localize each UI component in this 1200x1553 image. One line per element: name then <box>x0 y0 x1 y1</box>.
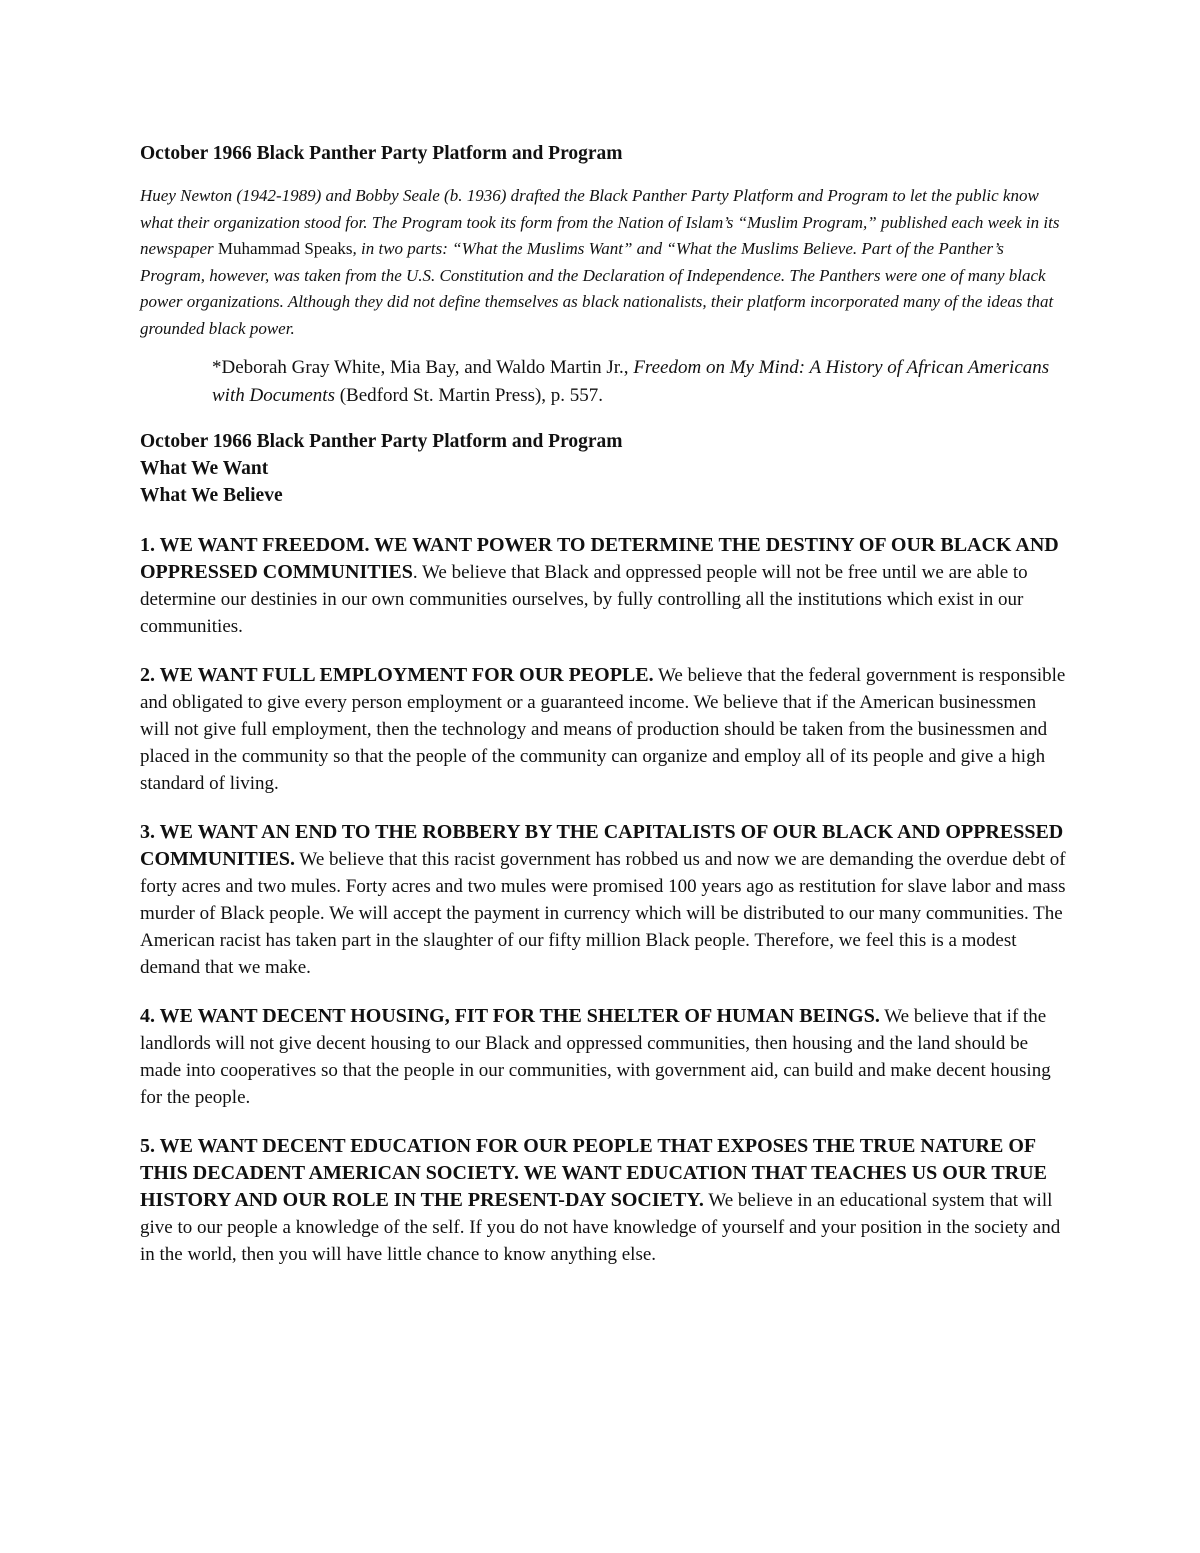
program-point-3 <box>140 819 1070 981</box>
citation-book-title: Freedom on My Mind: A History of African Americans with Documents <box>212 357 1050 406</box>
point-3-belief: We believe that this racist government has robbed us and now we are demanding the overdue debt of forty acres and two mules. Forty acres and two mules were promised 100 years ago as restitution for slave labor and mass murder of Black people. We will accept the payment in currency which will be distributed to our many communities. The American racist has taken part in the slaughter of our fifty million Black people. Therefore, we feel this is a modest demand that we make. <box>140 849 1066 978</box>
intro-paragraph <box>140 183 1070 342</box>
point-5-belief: We believe in an educational system that will give to our people a knowledge of the self. If you do not have knowledge of yourself and your position in the society and in the world, then you will have little chance to know anything else. <box>140 1190 1061 1265</box>
point-2-belief: We believe that the federal government is responsible and obligated to give every person employment or a guaranteed income. We believe that if the American businessmen will not give full employment, then the technology and means of production should be taken from the businessmen and placed in the community so that the people of the community can organize and employ all of its people and give a high standard of living. <box>140 665 1066 794</box>
program-point-1 <box>140 532 1070 640</box>
citation-authors: *Deborah Gray White, Mia Bay, and Waldo Martin Jr., <box>212 357 634 378</box>
program-heading <box>140 428 1070 509</box>
point-1-belief: . We believe that Black and oppressed people will not be free until we are able to determine our destinies in our own communities ourselves, by fully controlling all the institutions which exist in our communities. <box>140 562 1028 637</box>
newspaper-name: Muhammad Speaks <box>217 239 353 258</box>
program-heading-believe: What We Believe <box>140 485 283 506</box>
intro-text-part1: Huey Newton (1942-1989) and Bobby Seale (b. 1936) drafted the Black Panther Party Platform and Program to let the public know what their organization stood for. The Program took its form from the Nation of Islam’s “Muslim Program,” published each week in its newspaper <box>140 186 1060 258</box>
program-point-4 <box>140 1003 1070 1111</box>
point-4-belief: We believe that if the landlords will not give decent housing to our Black and oppressed communities, then housing and the land should be made into cooperatives so that the people in our communities, with government aid, can build and make decent housing for the people. <box>140 1006 1051 1108</box>
point-5-demand: 5. WE WANT DECENT EDUCATION FOR OUR PEOPLE THAT EXPOSES THE TRUE NATURE OF THIS DECADENT AMERICAN SOCIETY. WE WANT EDUCATION THAT TEACHES US OUR TRUE HISTORY AND OUR ROLE IN THE PRESENT-DAY SOCIETY. <box>140 1135 1047 1211</box>
program-heading-want: What We Want <box>140 458 269 479</box>
program-point-2 <box>140 662 1070 797</box>
document-page <box>140 139 1070 1268</box>
point-3-demand: 3. WE WANT AN END TO THE ROBBERY BY THE CAPITALISTS OF OUR BLACK AND OPPRESSED COMMUNITIES. <box>140 821 1064 870</box>
program-point-5 <box>140 1133 1070 1268</box>
point-2-demand: 2. WE WANT FULL EMPLOYMENT FOR OUR PEOPLE. <box>140 664 654 686</box>
citation-publisher: (Bedford St. Martin Press), p. 557. <box>334 385 604 406</box>
intro-text-part2: , in two parts: “What the Muslims Want” and “What the Muslims Believe. Part of the Panther’s Program, however, was taken from the U.S. Constitution and the Declaration of Independence. The Panthers were one of many black power organizations. Although they did not define themselves as black nationalists, their platform incorporated many of the ideas that grounded black power. <box>140 239 1054 338</box>
point-1-demand: 1. WE WANT FREEDOM. WE WANT POWER TO DETERMINE THE DESTINY OF OUR BLACK AND OPPRESSED COMMUNITIES <box>140 534 1059 583</box>
program-heading-title: October 1966 Black Panther Party Platform and Program <box>140 431 623 452</box>
source-citation <box>212 354 1070 410</box>
document-title: October 1966 Black Panther Party Platform and Program <box>140 143 623 164</box>
point-4-demand: 4. WE WANT DECENT HOUSING, FIT FOR THE SHELTER OF HUMAN BEINGS. <box>140 1005 880 1027</box>
